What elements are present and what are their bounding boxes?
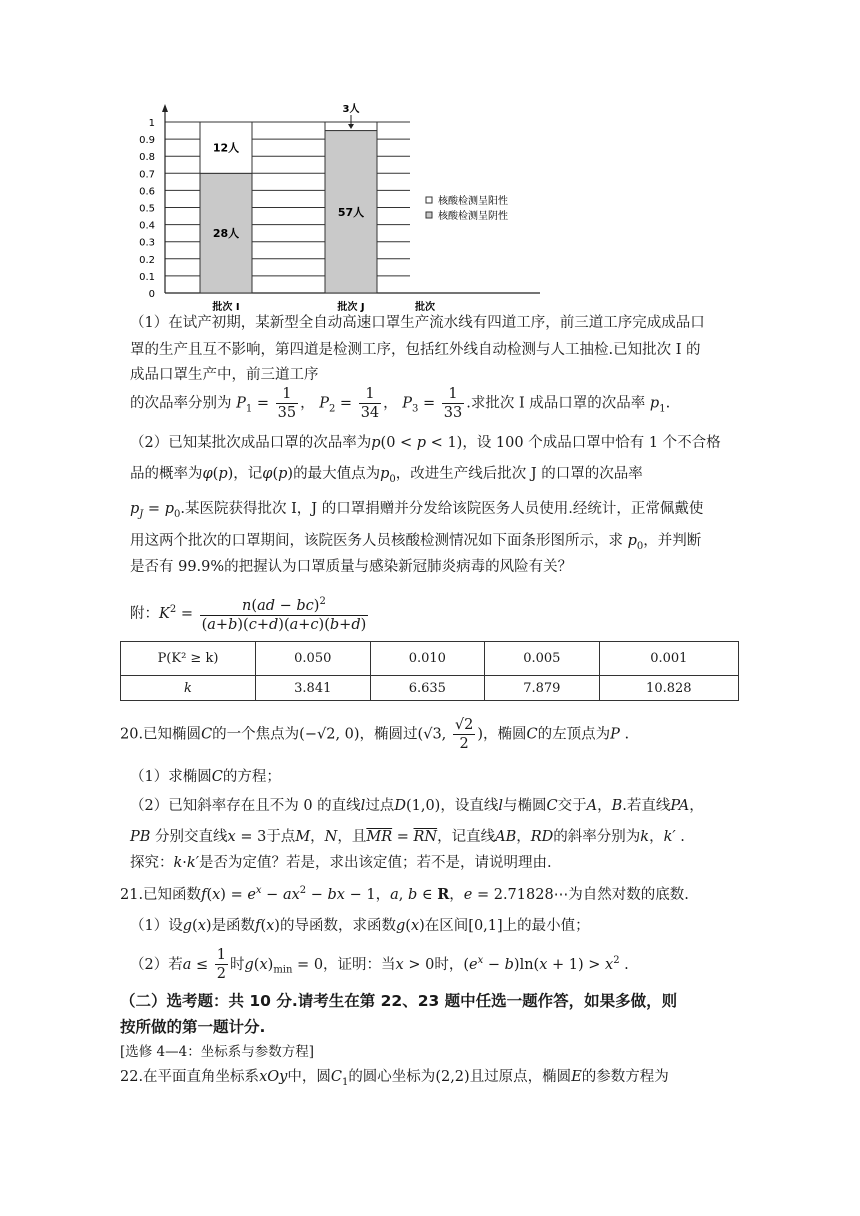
bar-chart	[120, 100, 560, 315]
q1-text: .求批次 I 成品口罩的次品率	[466, 395, 646, 412]
table-row	[121, 676, 739, 701]
q2-text: 的最大值点为	[293, 466, 381, 482]
q21-text: 时	[230, 956, 245, 973]
y-tick-label: 0	[148, 289, 155, 300]
q21-text: （1）设	[130, 918, 183, 934]
x-axis-label: 批次	[415, 302, 435, 313]
x-tick-label: 批次 I	[212, 302, 240, 313]
y-tick-label: 0.8	[139, 152, 155, 164]
fraction: $\frac{1}{2}$	[216, 947, 226, 983]
data-label: 3人	[342, 104, 360, 115]
appendix-label: 附：	[130, 605, 159, 622]
q2-text: ，记	[233, 466, 263, 482]
data-label: 57人	[337, 205, 365, 219]
q20-text: （2）已知斜率存在且不为 0 的直线	[130, 798, 361, 814]
q2-text: .某医院获得批次 I，J 的口罩捐赠并分发给该院医务人员使用.经统计，正常佩戴使	[180, 501, 704, 517]
y-tick-label: 0.7	[139, 169, 155, 181]
q2-line-1: （2）已知某批次成品口罩的次品率为p(0 < p < 1)，设 100 个成品口罩中恰有 1 个不合格	[130, 435, 721, 451]
q2-text: （2）已知某批次成品口罩的次品率为	[130, 435, 372, 451]
q20-sub-3: PB 分别交直线x = 3于点M，N，且$\overline{MR} = \overline{RN}$，记直线AB，RD的斜率分别为k，k′ .	[130, 829, 685, 845]
q20-line-1: 20.已知椭圆C的一个焦点为(−√2, 0)，椭圆过(√3, $\frac{√2}{2}$ )，椭圆C的左顶点为P .	[120, 717, 630, 752]
q22-text: 的参数方程为	[581, 1069, 669, 1085]
chart-svg	[120, 100, 560, 315]
legend-swatch-negative	[426, 212, 432, 218]
y-tick-label: 0.5	[139, 203, 155, 215]
appendix-formula: 附：$K^2$ = $\frac{n(ad - bc)^2}{(a+b)(c+d)(a+c)(b+d)}$	[130, 588, 370, 636]
y-tick-label: 0.6	[139, 186, 155, 198]
q2-text: ，设 100 个成品口罩中恰有 1 个不合格	[462, 435, 721, 451]
q21-text: 是函数	[211, 918, 256, 934]
data-label: 28人	[212, 227, 240, 241]
q20-sub-2: （2）已知斜率存在且不为 0 的直线l过点D(1,0)，设直线l与椭圆C交于A，B.若直线PA，	[130, 798, 704, 814]
table-cell: P(K² ≥ k)	[121, 642, 256, 676]
q21-line-1: 21.已知函数$f(x) = e^x - ax^2$ − bx − 1，a, b ∈ R，e = 2.71828⋯为自然对数的底数.	[120, 885, 689, 903]
q1-line-2: 罩的生产且互不影响，第四道是检测工序，包括红外线自动检测与人工抽检.已知批次 I 的	[130, 342, 701, 358]
fraction: $\frac{1}{35}$	[277, 386, 297, 421]
q21-sub-2: （2）若a ≤ $\frac{1}{2}$ 时$g(x)_{min} = 0$，证明：当x > 0时，$(e^x - b)\ln(x + 1) > x^2$ .	[130, 947, 629, 983]
q20-text: 20.已知椭圆	[120, 726, 202, 743]
table-row	[121, 642, 739, 676]
fraction: $\frac{√2}{2}$	[454, 717, 474, 752]
table-cell: 0.010	[370, 642, 485, 676]
q2-text: 用这两个批次的口罩期间，该院医务人员核酸检测情况如下面条形图所示，求	[130, 533, 623, 549]
q21-sub-1: （1）设g(x)是函数f(x)的导函数，求函数g(x)在区间[0,1]上的最小值；	[130, 918, 590, 934]
q2-line-3: $p_J = p_0$.某医院获得批次 I，J 的口罩捐赠并分发给该院医务人员使用.经统计，正常佩戴使	[130, 501, 704, 520]
q20-text: 的左顶点为	[537, 726, 611, 743]
q22-text: 22.在平面直角坐标系	[120, 1069, 260, 1085]
table-cell: 3.841	[256, 676, 371, 701]
section-heading-2: 按所做的第一题计分.	[120, 1018, 266, 1036]
fraction: $\frac{1}{34}$	[360, 386, 380, 421]
q2-line-5: 是否有 99.9%的把握认为口罩质量与感染新冠肺炎病毒的风险有关？	[130, 559, 573, 575]
section-heading-1: （二）选考题：共 10 分.请考生在第 22、23 题中任选一题作答，如果多做，则	[120, 992, 678, 1010]
q20-text: 与椭圆	[502, 798, 547, 814]
q22-text: 中，圆	[287, 1069, 331, 1085]
q20-text: ，设直线	[440, 798, 499, 814]
q22-text: 且过原点，椭圆	[469, 1069, 572, 1085]
fraction: $\frac{1}{33}$	[443, 386, 463, 421]
q21-text: 上的最小值；	[502, 918, 590, 934]
q21-text: 21.已知函数	[120, 886, 202, 903]
q21-text: ，证明：当	[323, 956, 396, 973]
q20-text: ，且	[337, 829, 367, 845]
q20-text: .若直线	[622, 798, 671, 814]
q1-text: 的次品率分别为	[130, 395, 232, 412]
q2-line-4: 用这两个批次的口罩期间，该院医务人员核酸检测情况如下面条形图所示，求 $p_0$，并判断	[130, 533, 702, 552]
table-cell: 6.635	[370, 676, 485, 701]
table-cell: 7.879	[485, 676, 600, 701]
x-tick-label: 批次 J	[337, 302, 365, 313]
q21-text: 时，	[434, 956, 464, 973]
q20-text: 交于	[557, 798, 587, 814]
legend-swatch-positive	[426, 197, 432, 203]
q20-sub-4: 探究：k·k′是否为定值？若是，求出该定值；若不是，请说明理由.	[130, 855, 552, 871]
q22-line-1: 22.在平面直角坐标系xOy中，圆$C_1$的圆心坐标为(2,2)且过原点，椭圆E的参数方程为	[120, 1069, 669, 1088]
y-tick-label: 0.3	[139, 237, 155, 249]
q21-text: 的导函数，求函数	[279, 918, 396, 934]
q22-text: 的圆心坐标为	[348, 1069, 436, 1085]
q20-text: （1）求椭圆	[130, 769, 212, 785]
q20-text: 过点	[365, 798, 395, 814]
q1-line-1: （1）在试产初期，某新型全自动高速口罩生产流水线有四道工序，前三道工序完成成品口	[130, 315, 705, 331]
q1-line-4: 的次品率分别为 $P_1$ = $\frac{1}{35}$ ， $P_2$ = $\frac{1}{34}$ ， $P_3$ = $\frac{1}{33}$ .求批次 I 成品口罩的次品率 $p_1$.	[130, 386, 671, 421]
table-cell: 0.005	[485, 642, 600, 676]
critical-value-table	[120, 641, 739, 701]
legend-label: 核酸检测呈阴性	[438, 211, 508, 222]
q20-text: 的斜率分别为	[553, 829, 641, 845]
q20-text: 的方程；	[222, 769, 281, 785]
q20-text: 的一个焦点为	[212, 726, 300, 743]
q21-text: 在区间	[424, 918, 469, 934]
table-cell: k	[121, 676, 256, 701]
data-label: 12人	[212, 141, 240, 155]
table-cell: 0.050	[256, 642, 371, 676]
q2-text: ，并判断	[643, 533, 702, 549]
q20-text: 探究：	[130, 855, 174, 871]
y-tick-label: 0.4	[139, 220, 155, 232]
q20-text: 是否为定值？若是，求出该定值；若不是，请说明理由.	[199, 855, 552, 871]
q20-text: ，椭圆	[483, 726, 527, 743]
legend-label: 核酸检测呈阳性	[438, 196, 508, 207]
q20-text: 于点	[266, 829, 296, 845]
q2-text: ，改进生产线后批次 J 的口罩的次品率	[395, 466, 643, 482]
table-cell: 10.828	[599, 676, 738, 701]
q2-line-2: 品的概率为φ(p)，记φ(p)的最大值点为$p_0$，改进生产线后批次 J 的口罩的次品率	[130, 466, 643, 485]
y-axis-arrow	[162, 104, 168, 112]
q22-tag: [选修 4—4：坐标系与参数方程]	[120, 1044, 315, 1060]
q21-text: （2）若	[130, 956, 183, 973]
q1-line-3: 成品口罩生产中，前三道工序	[130, 367, 319, 383]
y-tick-label: 0.9	[139, 135, 155, 147]
y-tick-label: 1	[148, 118, 155, 129]
q20-text: ，记直线	[437, 829, 496, 845]
q21-text: 为自然对数的底数.	[568, 886, 689, 903]
k2-fraction: $\frac{n(ad - bc)^2}{(a+b)(c+d)(a+c)(b+d)}$	[200, 593, 369, 634]
q2-text: 品的概率为	[130, 466, 203, 482]
q20-text: 分别交直线	[155, 829, 228, 845]
y-tick-label: 0.1	[139, 271, 155, 283]
table-cell: 0.001	[599, 642, 738, 676]
y-tick-label: 0.2	[139, 254, 155, 266]
q20-text: ，椭圆过	[359, 726, 418, 743]
q20-sub-1: （1）求椭圆C的方程；	[130, 769, 281, 785]
